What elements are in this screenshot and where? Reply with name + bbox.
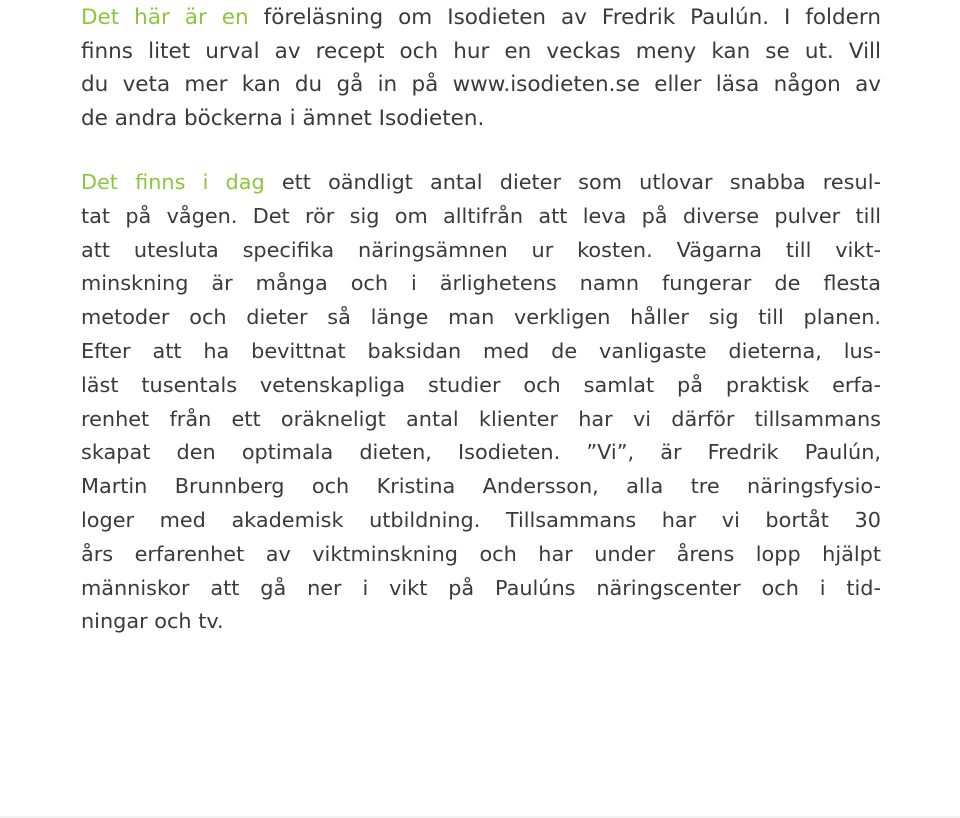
body-line: skapat den optimala dieten, Isodieten. ”Vi”, är Fredrik Paulún, (81, 440, 881, 465)
body-line: människor att gå ner i vikt på Paulúns näringscenter och i tid- (81, 575, 881, 600)
body-line: Efter att ha bevittnat baksidan med de vanligaste dieterna, lus- (81, 338, 881, 363)
body-line: läst tusentals vetenskapliga studier och samlat på praktisk erfa- (81, 372, 881, 397)
intro-line: finns litet urval av recept och hur en veckas meny kan se ut. Vill (81, 38, 881, 64)
body-line (81, 166, 881, 200)
intro-lead: Det här är en (81, 5, 249, 30)
body-line: metoder och dieter så länge man verkligen håller sig till planen. (81, 305, 881, 330)
intro-line-text: föreläsning om Isodieten av Fredrik Paulún. I foldern (263, 5, 881, 30)
body-line: renhet från ett oräkneligt antal klienter har vi därför tillsammans (81, 406, 881, 431)
body-line: Martin Brunnberg och Kristina Andersson, alla tre näringsfysio- (81, 474, 881, 499)
body-line: års erfarenhet av viktminskning och har under årens lopp hjälpt (81, 541, 881, 566)
body-line: att utesluta specifika näringsämnen ur kosten. Vägarna till vikt- (81, 237, 881, 262)
body-line: minskning är många och i ärlighetens namn fungerar de flesta (81, 271, 881, 296)
body-line: ningar och tv. (81, 609, 224, 634)
body-line: loger med akademisk utbildning. Tillsammans har vi bortåt 30 (81, 507, 881, 532)
body-line-text: ett oändligt antal dieter som utlovar snabba resul- (281, 170, 881, 194)
intro-line (81, 1, 881, 35)
body-lead: Det finns i dag (81, 170, 265, 194)
intro-line: de andra böckerna i ämnet Isodieten. (81, 105, 485, 131)
body-paragraph (81, 166, 881, 639)
body-line: tat på vågen. Det rör sig om alltifrån att leva på diverse pulver till (81, 203, 881, 228)
intro-paragraph (81, 1, 881, 135)
intro-line: du veta mer kan du gå in på www.isodieten.se eller läsa någon av (81, 72, 881, 97)
